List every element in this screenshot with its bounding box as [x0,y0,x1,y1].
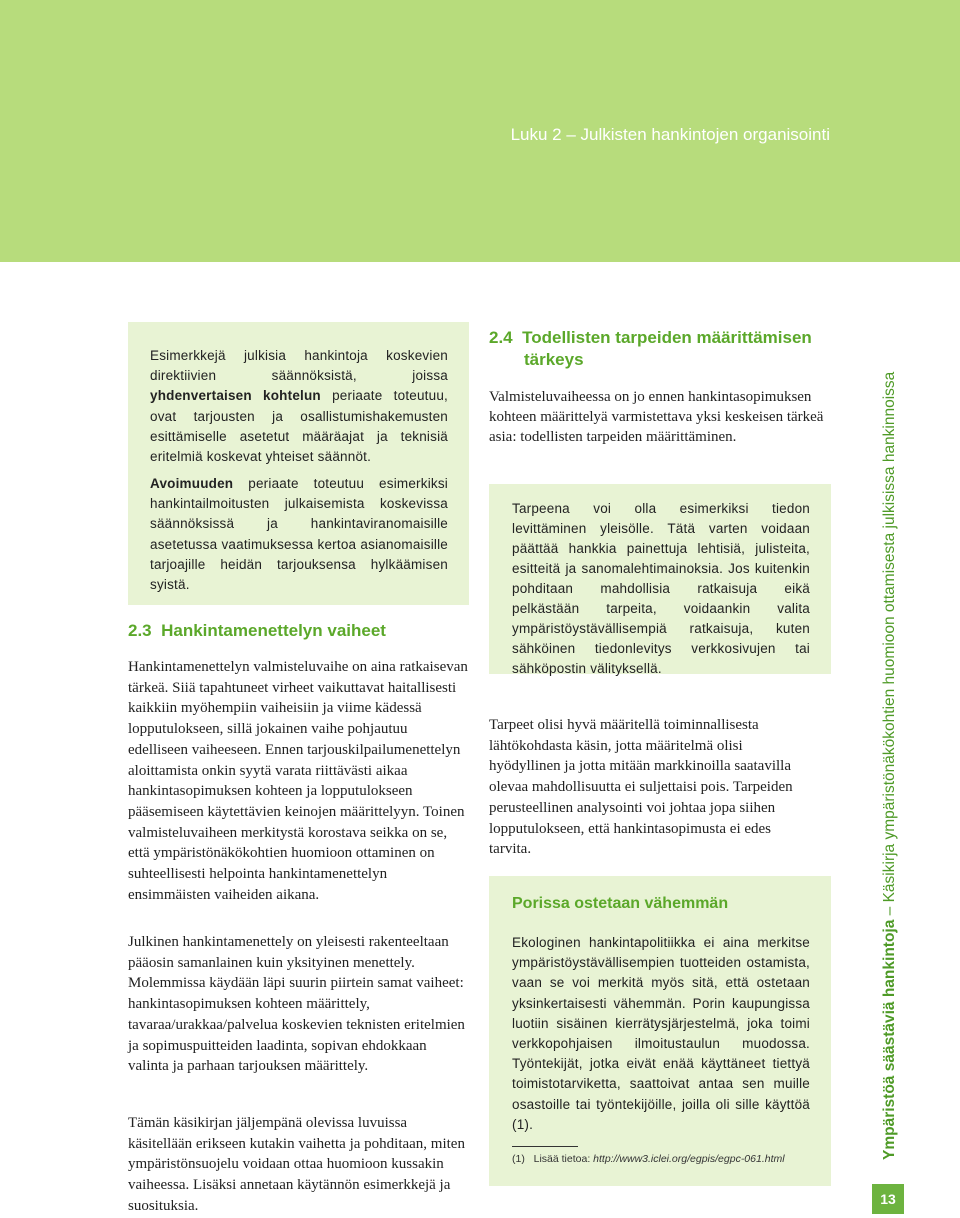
section-2-4-title-line1: Todellisten tarpeiden määrittämisen [522,328,812,347]
box3-title: Porissa ostetaan vähemmän [512,895,729,912]
box1-p1-bold: yhdenvertaisen kohtelun [150,388,321,404]
page-number: 13 [872,1184,904,1214]
box1-p1-text-a: Esimerkkejä julkisia hankintoja koskevien direktiivien säännöksistä, joissa [150,348,448,384]
section-2-3-paragraph-3: Tämän käsikirjan jäljempänä olevissa luvuissa käsitellään erikseen kutakin vaihetta ja pohditaan, miten ympäristönsuojelu voidaan ottaa huomioon kussakin vaiheessa. Lisäksi annetaan käytännön esimerkkejä ja suosituksia. [128,1115,465,1214]
box3-text [512,933,810,1135]
chapter-header-band [0,0,960,262]
footnote-rule [512,1146,578,1147]
box3-footnote-ref: (1). [512,1116,534,1132]
side-title-bold: Ympäristöä säästäviä hankintoja [881,919,898,1160]
section-2-3-heading [128,620,386,642]
footnote-url[interactable]: http://www3.iclei.org/egpis/egpc-061.html [593,1153,785,1165]
box1-paragraph-1 [150,346,448,467]
chapter-title: Luku 2 – Julkisten hankintojen organisointi [510,125,830,144]
box1-p2-bold: Avoimuuden [150,476,234,491]
side-running-title [881,371,899,1160]
section-2-4-paragraph-1: Valmisteluvaiheessa on jo ennen hankintasopimuksen kohteen määrittelyä varmistettava yksi keskeisen tärkeä asia: todellisten tarpeiden määrittäminen. [489,389,824,445]
footnote-marker: (1) [512,1153,525,1165]
section-2-3-number: 2.3 [128,621,152,640]
side-title-rest: – Käsikirja ympäristönäkökohtien huomioon ottamisesta julkisissa hankinnoissa [881,371,898,920]
box1-p1-text-b: periaate toteutuu, ovat tarjousten ja osallistumishakemusten esittämiselle asetetut määräajat ja teknisiä eritelmiä koskevat yhteiset säännöt. [150,388,449,465]
section-2-4-heading [489,327,812,371]
footnote-label: Lisää tietoa: [533,1153,594,1165]
section-2-4-paragraph-2: Tarpeet olisi hyvä määritellä toiminnallisesta lähtökohdasta käsin, jotta määritelmä olisi hyödyllinen ja jotta mitään markkinoilla saatavilla olevaa mahdollisuutta ei suljettaisi pois. Tarpeiden perusteellinen analysointi voi johtaa jopa siihen lopputulokseen, että hankintasopimusta ei edes tarvita. [489,717,793,858]
section-2-3-paragraph-2: Julkinen hankintamenettely on yleisesti rakenteeltaan pääosin samanlainen kuin yksityinen menettely. Molemmissa käydään läpi suurin piirtein samat vaiheet: hankintasopimuksen kohteen määrittely, tavaraa/urakkaa/palvelua koskevien teknisten eritelmien ja sopimuspuitteiden laadinta, sopivan ehdokkaan valinta ja parhaan tarjouksen määrittely. [128,934,465,1075]
section-2-4-number: 2.4 [489,328,513,347]
section-2-3-paragraph-1: Hankintamenettelyn valmisteluvaihe on aina ratkaisevan tärkeä. Siiä tapahtuneet virheet vaikuttavat haitallisesti kaikkiin myöhempiin vaiheisiin ja viime kädessä lopputulokseen, sillä jokainen vaihe pohjautuu edelliseen vaiheeseen. Ennen tarjouskilpailumenettelyn aloittamista onkin syytä varata riittävästi aikaa hankintasopimuksen kohteen ja lopputulokseen pääsemiseen käytettävien keinojen määrittelyyn. Toinen valmisteluvaiheen merkitystä korostava seikka on se, että ympäristönäkökohtien huomioon ottaminen on suhteellisesti helpointa hankintamenettelyn ensimmäisten vaiheiden aikana. [128,659,468,903]
box1-paragraph-2 [150,474,448,595]
box3-text-body: Ekologinen hankintapolitiikka ei aina merkitse ympäristöystävällisempien tuotteiden ostamista, vaan se voi merkitä myös sitä, että ostetaan yksinkertaisesti vähemmän. Porin kaupungissa luotiin sisäinen kierrätysjärjestelmä, joka toimi verkkopohjaisen ilmoitustaulun muodossa. Työntekijät, jotka eivät enää käyttäneet tiettyä toimistotarviketta, saattoivat antaa sen muille osastoille tai työntekijöille, joilla oli sille käyttöä [512,935,810,1112]
section-2-4-title-line2: tärkeys [524,350,584,369]
section-2-3-title: Hankintamenettelyn vaiheet [161,621,386,640]
box2-text: Tarpeena voi olla esimerkiksi tiedon levittäminen yleisölle. Tätä varten voidaan päättää hankkia painettuja lehtisiä, julisteita, esitteitä ja sanomalehtimainoksia. Jos kuitenkin pohditaan mahdollisia ratkaisuja eikä pelkästään tarpeita, voidaankin valita ympäristöystävällisempiä ratkaisuja, kuten sähköinen tiedonlevitys verkkosivujen tai sähköpostin välityksellä. [512,501,810,676]
box1-p2-text: periaate toteutuu esimerkiksi hankintailmoitusten julkaisemista koskevissa säännöksissä ja hankintaviranomaisille asetetussa vaatimuksessa kertoa asianomaisille tarjoajille heidän tarjouksensa hylkäämisen syistä. [150,476,448,593]
footnote [512,1153,785,1165]
